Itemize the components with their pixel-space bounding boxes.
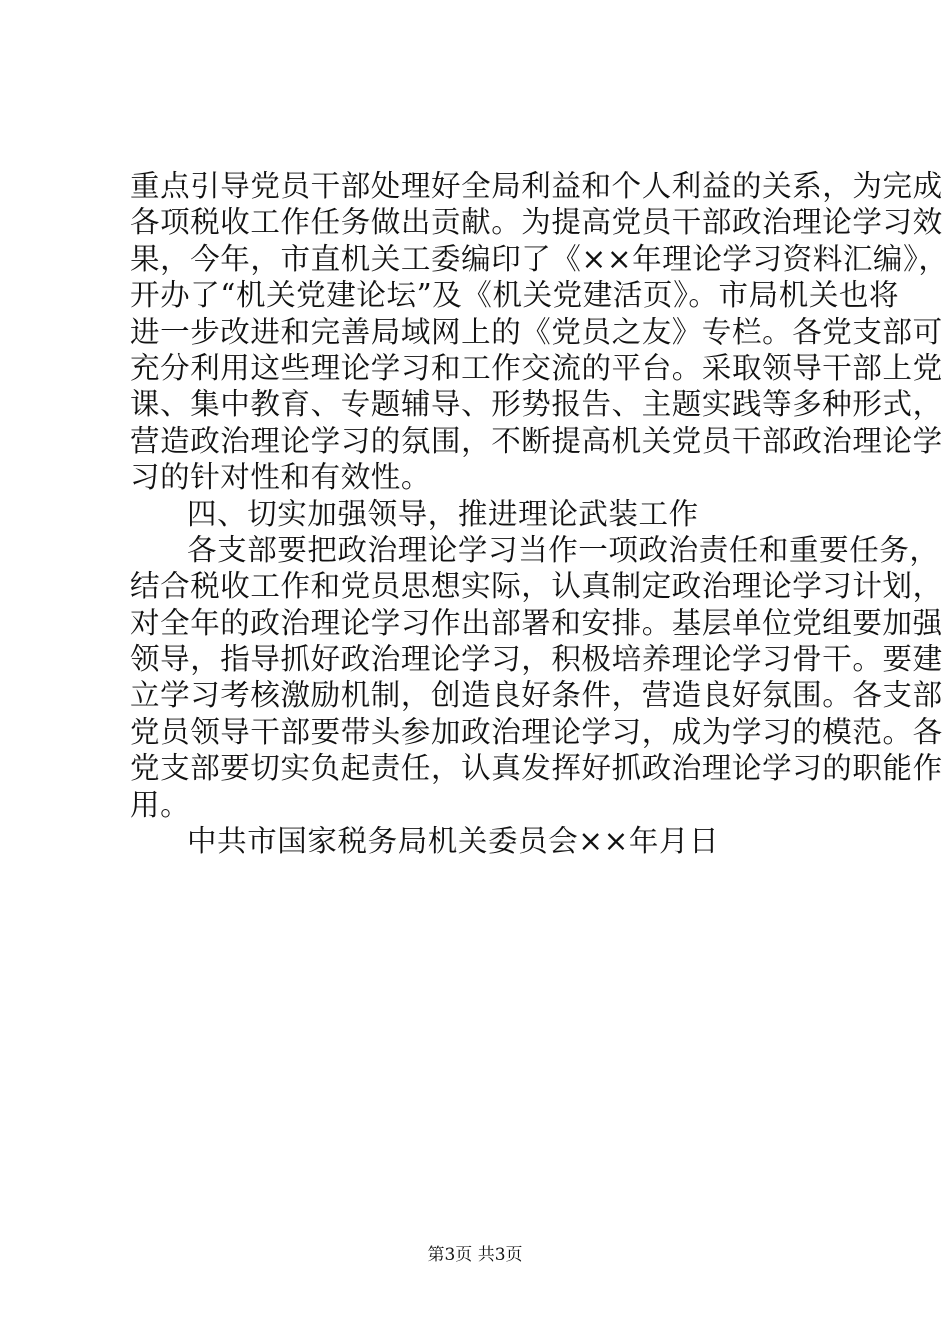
document-body — [130, 168, 949, 859]
text-line: 各项税收工作任务做出贡献。为提高党员干部政治理论学习效 — [130, 205, 943, 240]
text-line: 各支部要把政治理论学习当作一项政治责任和重要任务， — [187, 532, 940, 567]
text-line: 领导，指导抓好政治理论学习，积极培养理论学习骨干。要建 — [130, 642, 943, 677]
text-line: 结合税收工作和党员思想实际，认真制定政治理论学习计划， — [130, 569, 943, 604]
text-line: 果，今年，市直机关工委编印了《××年理论学习资料汇编》， — [130, 241, 949, 276]
text-line: 党员领导干部要带头参加政治理论学习，成为学习的模范。各 — [130, 714, 943, 749]
page-footer — [0, 1244, 950, 1266]
text-line: 立学习考核激励机制，创造良好条件，营造良好氛围。各支部 — [130, 678, 943, 713]
signature-line: 中共市国家税务局机关委员会××年月日 — [187, 824, 720, 859]
text-line: 习的针对性和有效性。 — [130, 460, 432, 495]
text-line: 党支部要切实负起责任，认真发挥好抓政治理论学习的职能作 — [130, 751, 943, 786]
text-line: 开办了“机关党建论坛”及《机关党建活页》。市局机关也将 — [130, 278, 900, 313]
text-line: 用。 — [130, 787, 191, 822]
text-line: 营造政治理论学习的氛围，不断提高机关党员干部政治理论学 — [130, 423, 943, 458]
page-number: 第3页 共3页 — [427, 1245, 523, 1265]
text-line: 对全年的政治理论学习作出部署和安排。基层单位党组要加强 — [130, 605, 943, 640]
section-heading: 四、切实加强领导，推进理论武装工作 — [187, 496, 699, 531]
text-line: 进一步改进和完善局域网上的《党员之友》专栏。各党支部可 — [130, 314, 943, 349]
text-line: 充分利用这些理论学习和工作交流的平台。采取领导干部上党 — [130, 350, 943, 385]
text-line: 重点引导党员干部处理好全局利益和个人利益的关系，为完成 — [130, 169, 943, 203]
text-line: 课、集中教育、专题辅导、形势报告、主题实践等多种形式， — [130, 387, 943, 422]
